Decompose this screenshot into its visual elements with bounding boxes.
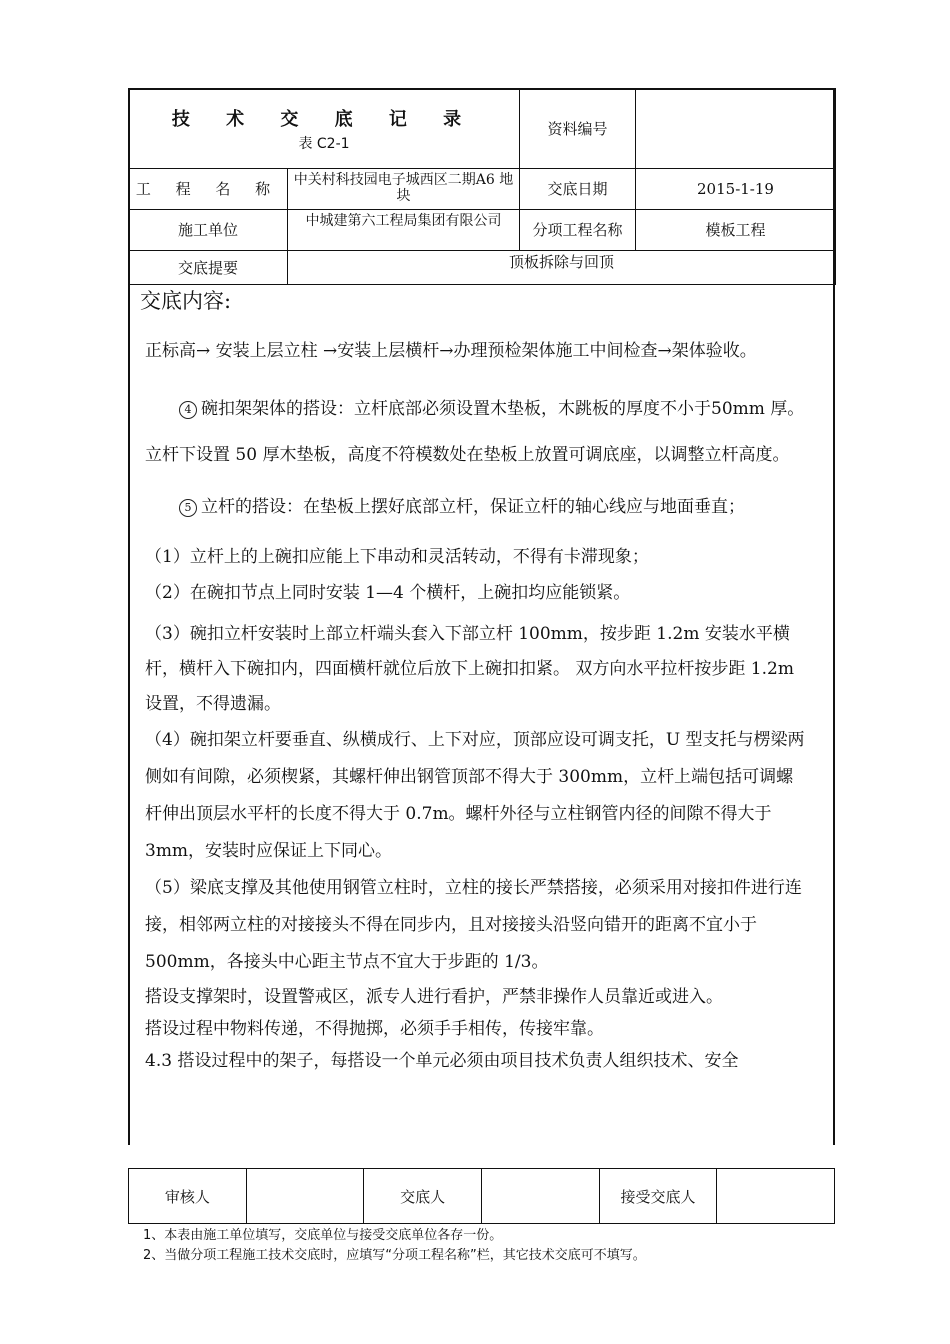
circled-number-icon: 5	[179, 499, 197, 517]
reviewer-field[interactable]	[246, 1169, 364, 1224]
circled-number-icon: 4	[179, 401, 197, 419]
content-paragraph: 4.3 搭设过程中的架子，每搭设一个单元必须由项目技术负责人组织技术、安全	[145, 1051, 739, 1071]
date-label: 交底日期	[520, 169, 636, 210]
content-paragraph: （3）碗扣立杆安装时上部立杆端头套入下部立杆 100mm，按步距 1.2m 安装水平横杆，横杆入下碗扣内，四面横杆就位后放下上碗扣扣紧。 双方向水平拉杆按步距 1.2m 设置，不得遗漏。	[145, 624, 794, 714]
doc-no-label: 资料编号	[520, 89, 636, 169]
receiver-label: 接受交底人	[599, 1169, 717, 1224]
contractor-label: 施工单位	[129, 210, 288, 251]
reviewer-label: 审核人	[129, 1169, 247, 1224]
content-paragraph: 4 碗扣架架体的搭设：立杆底部必须设置木垫板，木跳板的厚度不小于50mm 厚。立杆下设置 50 厚木垫板，高度不符模数处在垫板上放置可调底座，以调整立杆高度。	[145, 399, 805, 465]
subproject-field[interactable]: 模板工程	[636, 210, 836, 251]
signoff-table	[128, 1168, 835, 1224]
doc-no-field[interactable]	[636, 89, 836, 169]
content-paragraph: 搭设支撑架时，设置警戒区，派专人进行看护，严禁非操作人员靠近或进入。	[145, 987, 723, 1007]
subproject-label: 分项工程名称	[520, 210, 636, 251]
content-paragraph: （4）碗扣架立杆要垂直、纵横成行、上下对应，顶部应设可调支托，U 型支托与楞梁两侧如有间隙，必须楔紧，其螺杆伸出钢管顶部不得大于 300mm，立杆上端包括可调螺杆伸出顶层水平杆的长度不得大于 0.7m。螺杆外径与立柱钢管内径的间隙不得大于 3mm，安装时应保证上下同心。	[145, 730, 805, 861]
content-paragraph: 正标高→ 安装上层立柱 →安装上层横杆→办理预检架体施工中间检查→架体验收。	[145, 341, 757, 361]
summary-field[interactable]: 顶板拆除与回顶	[288, 251, 836, 285]
contractor-field[interactable]: 中城建第六工程局集团有限公司	[288, 210, 520, 251]
discloser-field[interactable]	[481, 1169, 599, 1224]
project-name-label: 工 程 名 称	[129, 169, 288, 210]
header-table	[128, 88, 836, 285]
discloser-label: 交底人	[364, 1169, 482, 1224]
footnote: 1、本表由施工单位填写，交底单位与接受交底单位各存一份。	[143, 1228, 503, 1243]
form-number: 表 C2-1	[298, 135, 350, 152]
title-cell	[129, 89, 520, 169]
content-paragraph: 5 立杆的搭设：在垫板上摆好底部立杆，保证立杆的轴心线应与地面垂直；	[145, 488, 810, 527]
content-paragraph: （2）在碗扣节点上同时安装 1—4 个横杆，上碗扣均应能锁紧。	[145, 583, 631, 603]
footnote: 2、当做分项工程施工技术交底时，应填写“分项工程名称”栏，其它技术交底可不填写。	[143, 1248, 646, 1263]
project-name-field[interactable]: 中关村科技园电子城西区二期A6 地块	[288, 169, 520, 210]
page-title: 技 术 交 底 记 录	[171, 108, 477, 130]
content-paragraph: （1）立杆上的上碗扣应能上下串动和灵活转动，不得有卡滞现象；	[145, 547, 649, 567]
summary-label: 交底提要	[129, 251, 288, 285]
content-body	[145, 332, 810, 1077]
date-field[interactable]: 2015-1-19	[636, 169, 836, 210]
content-paragraph: （5）梁底支撑及其他使用钢管立柱时，立柱的接长严禁搭接，必须采用对接扣件进行连接，相邻两立柱的对接接头不得在同步内，且对接接头沿竖向错开的距离不宜小于 500mm，各接头中心距主节点不宜大于步距的 1/3。	[145, 878, 802, 972]
receiver-field[interactable]	[717, 1169, 835, 1224]
footnotes	[143, 1226, 646, 1266]
content-label: 交底内容:	[140, 289, 232, 313]
content-paragraph: 搭设过程中物料传递，不得抛掷，必须手手相传，传接牢靠。	[145, 1019, 604, 1039]
